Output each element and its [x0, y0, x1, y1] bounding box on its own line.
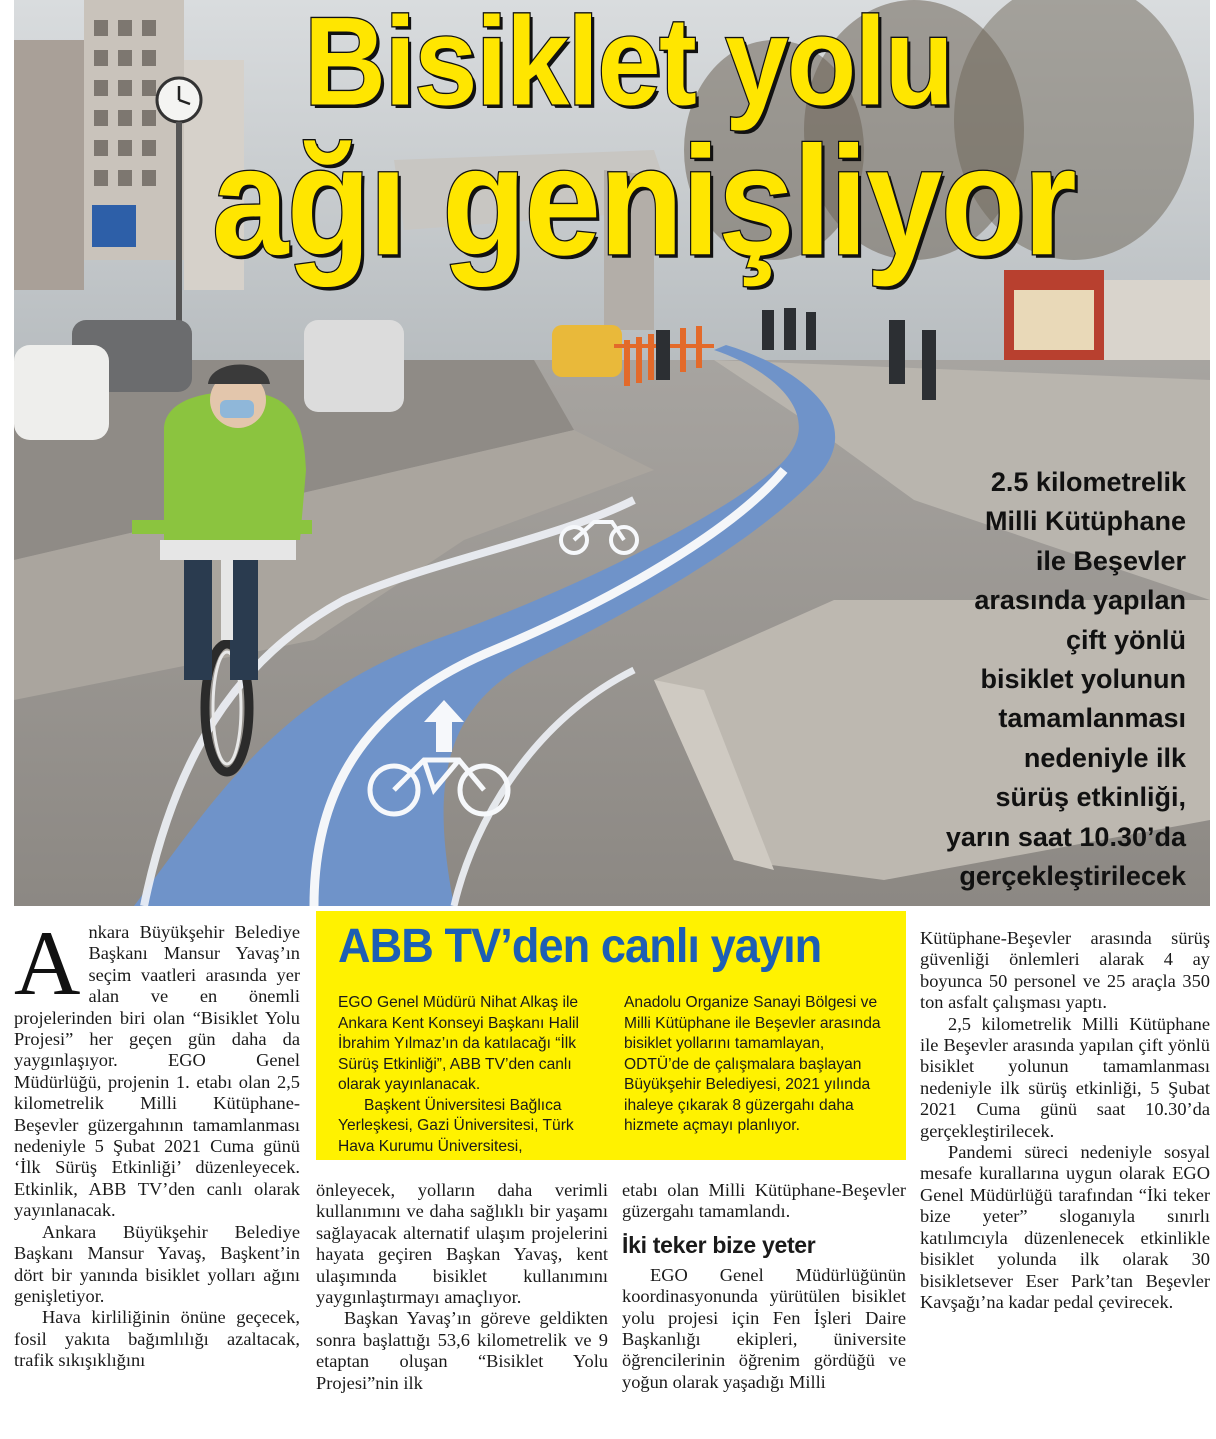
- car-white: [14, 345, 109, 440]
- abb-tv-box: [316, 911, 906, 1160]
- article-paragraph: Kütüphane-Beşevler arasında sürüş güvenliği önlemleri alarak 4 ay boyunca 50 personel ve 25 araçla 350 ton asfalt çalışması yaptı.: [920, 928, 1210, 1013]
- caption-line: arasında yapılan: [974, 585, 1186, 616]
- caption-line: Milli Kütüphane: [985, 506, 1186, 537]
- article-column-1: [14, 912, 300, 1372]
- article-paragraph: etabı olan Milli Kütüphane-Beşevler güzergahı tamamlandı.: [622, 1180, 906, 1222]
- caption-line: yarın saat 10.30’da: [945, 821, 1186, 852]
- photo-caption: [866, 463, 1186, 896]
- article-column-5: [920, 928, 1210, 1313]
- caption-line: çift yönlü: [1066, 624, 1186, 655]
- article-column-4: [622, 1180, 906, 1393]
- article-paragraph: Ankara Büyükşehir Belediye Başkanı Mansur Yavaş, Başkent’in dört bir yanında bisiklet yolları ağını genişletiyor.: [14, 1221, 300, 1306]
- article-paragraph: Hava kirliliğinin önüne geçecek, fosil yakıta bağımlılığı azaltacak, trafik sıkışıklığını: [14, 1307, 300, 1371]
- box-paragraph: Anadolu Organize Sanayi Bölgesi ve Milli Kütüphane ile Beşevler arasında bisiklet yollarını tamamlayan, ODTÜ’de de çalışmalara başlayan Büyükşehir Belediyesi, 2021 yılında ihaleye çıkarak 8 güzergahı daha hizmete açmayı planlıyor.: [624, 994, 881, 1134]
- box-paragraph: EGO Genel Müdürü Nihat Alkaş ile Ankara Kent Konseyi Başkanı Halil İbrahim Yılmaz’ın da katılacağı “İlk Sürüş Etkinliği”, ABB TV’den canlı olarak yayınlanacak.: [338, 994, 579, 1093]
- caption-line: sürüş etkinliği,: [995, 782, 1186, 813]
- paragraph-text: nkara Büyükşehir Belediye Başkanı Mansur Yavaş’ın seçim vaatleri arasında yer alan ve en önemli projelerinden biri olan “Bisiklet Yolu Projesi” her geçen gün daha da yaygınlaşıyor. EGO Genel Müdürlüğü, projenin 1. etabı olan 2,5 kilometrelik Milli Kütüphane-Beşevler güzergahının tamamlanması nedeniyle 5 Şubat 2021 Cuma günü ‘İlk Sürüş Etkinliği’ düzenleyecek. Etkinlik, ABB TV’den canlı olarak yayınlanacak.: [14, 922, 300, 1221]
- article-paragraph: önleyecek, yolların daha verimli kullanımını ve daha sağlıklı bir yaşamı sağlayacak alternatif ulaşım projelerini hayata geçiren Başkan Yavaş, kent ulaşımında bisiklet kullanımını yaygınlaştırmayı amaçlıyor.: [316, 1180, 608, 1308]
- headline-line-1: Bisiklet yolu: [304, 0, 953, 132]
- box-column-a: [338, 993, 600, 1157]
- box-paragraph: Başkent Üniversitesi Bağlıca Yerleşkesi, Gazi Üniversitesi, Türk Hava Kurumu Üniversitesi,: [338, 1096, 574, 1155]
- article-paragraph: 2,5 kilometrelik Milli Kütüphane ile Beşevler arasında yapılan çift yönlü bisiklet yolunun tamamlanması nedeniyle ilk sürüş etkinliği, 5 Şubat 2021 Cuma günü saat 10.30’da gerçekleştirilecek.: [920, 1013, 1210, 1141]
- box-column-b: [624, 993, 892, 1137]
- caption-line: tamamlanması: [998, 703, 1186, 734]
- box-title: ABB TV’den canlı yayın: [338, 920, 822, 973]
- caption-line: 2.5 kilometrelik: [990, 467, 1186, 497]
- article-paragraph: Pandemi süreci nedeniyle sosyal mesafe kurallarına uygun olarak EGO Genel Müdürlüğü tarafından “İki teker bize yeter” sloganıyla sınırlı katılımcıyla düzenlenecek etkinlikle bisiklet yolunda ilk olarak 30 bisikletsever Eser Park’tan Beşevler Kavşağı’na kadar pedal çevirecek.: [920, 1142, 1210, 1312]
- headline-line-2: ağı genişliyor: [212, 115, 1076, 288]
- drop-cap: A: [14, 912, 81, 1014]
- article-paragraph: Başkan Yavaş’ın göreve geldikten sonra başlattığı 53,6 kilometrelik ve 9 etaptan oluşan “Bisiklet Yolu Projesi”nin ilk: [316, 1308, 608, 1393]
- subheading: İki teker bize yeter: [622, 1231, 816, 1258]
- taxi: [552, 325, 622, 377]
- building-left: [14, 40, 84, 290]
- article-paragraph: EGO Genel Müdürlüğünün koordinasyonunda yürütülen bisiklet yolu projesi için Fen İşleri Daire Başkanlığı ekipleri, üniversite öğrencilerinin öğrenim gördüğü ve yoğun olarak yaşadığı Milli: [622, 1264, 906, 1392]
- car-silver: [304, 320, 404, 412]
- article-paragraph: [14, 912, 300, 1222]
- caption-line: bisiklet yolunun: [980, 664, 1186, 695]
- street-sign: [92, 205, 136, 247]
- article-column-3: [316, 1180, 608, 1394]
- caption-line: nedeniyle ilk: [1023, 742, 1186, 773]
- caption-line: gerçekleştirilecek: [959, 861, 1186, 892]
- caption-line: ile Beşevler: [1035, 545, 1186, 576]
